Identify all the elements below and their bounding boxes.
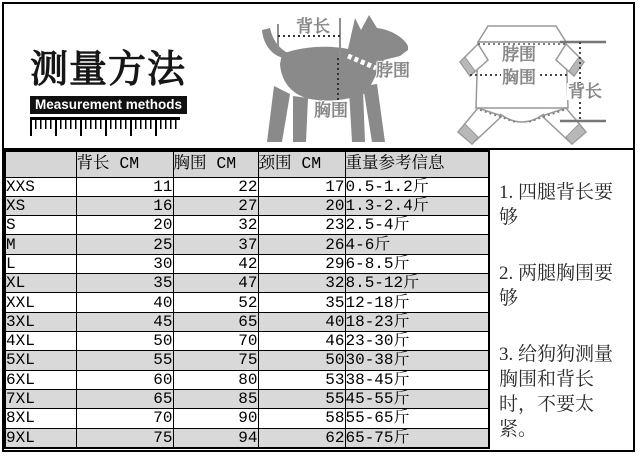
table-row — [5, 351, 489, 370]
cell-neck: 46 — [258, 332, 345, 351]
cell-size: 3XL — [5, 312, 76, 331]
cell-neck: 35 — [258, 293, 345, 312]
header-row — [5, 151, 489, 177]
size-table-header — [5, 151, 489, 177]
cell-size: S — [5, 216, 76, 235]
cell-weight: 6-8.5斤 — [345, 254, 489, 273]
garment-illustration — [456, 24, 637, 148]
cell-weight: 8.5-12斤 — [345, 274, 489, 293]
header-size — [5, 151, 76, 177]
table-row — [5, 389, 489, 408]
cell-size: XL — [5, 274, 76, 293]
cell-size: 9XL — [5, 428, 76, 448]
cell-back: 16 — [76, 196, 173, 215]
cell-chest: 37 — [173, 235, 258, 254]
cell-neck: 62 — [258, 428, 345, 448]
cell-neck: 26 — [258, 235, 345, 254]
cell-size: L — [5, 254, 76, 273]
cell-chest: 85 — [173, 389, 258, 408]
cell-weight: 30-38斤 — [345, 351, 489, 370]
content-section — [4, 150, 633, 450]
cell-back: 50 — [76, 332, 173, 351]
cell-size: 7XL — [5, 389, 76, 408]
cell-back: 30 — [76, 254, 173, 273]
cell-chest: 75 — [173, 351, 258, 370]
cell-back: 40 — [76, 293, 173, 312]
garment-chest-label: 胸围 — [502, 68, 536, 87]
dog-neck-label: 脖围 — [376, 61, 410, 80]
cell-back: 20 — [76, 216, 173, 235]
garment-neck-label: 脖围 — [502, 45, 536, 64]
table-row — [5, 254, 489, 273]
cell-weight: 4-6斤 — [345, 235, 489, 254]
outer-frame — [2, 2, 635, 452]
cell-weight: 45-55斤 — [345, 389, 489, 408]
cell-back: 55 — [76, 351, 173, 370]
cell-weight: 0.5-1.2斤 — [345, 177, 489, 196]
cell-size: 4XL — [5, 332, 76, 351]
cell-chest: 70 — [173, 332, 258, 351]
cell-neck: 23 — [258, 216, 345, 235]
cell-back: 11 — [76, 177, 173, 196]
cell-chest: 22 — [173, 177, 258, 196]
cell-back: 45 — [76, 312, 173, 331]
cell-back: 35 — [76, 274, 173, 293]
table-row — [5, 293, 489, 312]
cell-chest: 94 — [173, 428, 258, 448]
page-title: 测量方法 — [30, 49, 187, 91]
table-row — [5, 370, 489, 389]
cell-size: M — [5, 235, 76, 254]
note-2: 2. 两腿胸围要够 — [499, 263, 614, 309]
cell-weight: 23-30斤 — [345, 332, 489, 351]
cell-size: XXL — [5, 293, 76, 312]
cell-weight: 18-23斤 — [345, 312, 489, 331]
garment-outline-svg — [456, 24, 637, 148]
note-3: 3. 给狗狗测量胸围和背长时，不要太紧。 — [499, 344, 614, 440]
table-row — [5, 196, 489, 215]
cell-neck: 55 — [258, 389, 345, 408]
table-row — [5, 409, 489, 428]
cell-weight: 38-45斤 — [345, 370, 489, 389]
cell-chest: 27 — [173, 196, 258, 215]
table-row — [5, 332, 489, 351]
cell-neck: 58 — [258, 409, 345, 428]
table-row — [5, 274, 489, 293]
header-weight: 重量参考信息 — [345, 151, 489, 177]
cell-neck: 53 — [258, 370, 345, 389]
dog-back-length-label: 背长 — [296, 17, 330, 36]
illustration-section — [4, 4, 633, 150]
cell-back: 25 — [76, 235, 173, 254]
header-chest: 胸围 CM — [173, 151, 258, 177]
cell-neck: 20 — [258, 196, 345, 215]
cell-size: 6XL — [5, 370, 76, 389]
ruler-tall-ticks — [30, 120, 180, 136]
table-row — [5, 312, 489, 331]
cell-size: XS — [5, 196, 76, 215]
cell-back: 75 — [76, 428, 173, 448]
cell-weight: 1.3-2.4斤 — [345, 196, 489, 215]
cell-chest: 80 — [173, 370, 258, 389]
page-subtitle: Measurement methods — [30, 96, 187, 114]
cell-chest: 42 — [173, 254, 258, 273]
cell-chest: 52 — [173, 293, 258, 312]
cell-chest: 90 — [173, 409, 258, 428]
table-row — [5, 428, 489, 448]
size-table-body — [5, 177, 489, 448]
size-table — [4, 150, 490, 449]
cell-neck: 50 — [258, 351, 345, 370]
cell-weight: 12-18斤 — [345, 293, 489, 312]
cell-chest: 47 — [173, 274, 258, 293]
notes-panel — [490, 150, 633, 450]
dog-chest-label: 胸围 — [314, 101, 348, 120]
dog-illustration — [254, 12, 434, 146]
header-neck: 颈围 CM — [258, 151, 345, 177]
cell-neck: 29 — [258, 254, 345, 273]
cell-chest: 32 — [173, 216, 258, 235]
cell-neck: 17 — [258, 177, 345, 196]
cell-size: 8XL — [5, 409, 76, 428]
cell-size: 5XL — [5, 351, 76, 370]
cell-back: 65 — [76, 389, 173, 408]
cell-neck: 40 — [258, 312, 345, 331]
cell-neck: 32 — [258, 274, 345, 293]
garment-back-length-label: 背长 — [568, 82, 602, 101]
cell-chest: 65 — [173, 312, 258, 331]
table-row — [5, 235, 489, 254]
cell-back: 60 — [76, 370, 173, 389]
cell-weight: 65-75斤 — [345, 428, 489, 448]
header-back-length: 背长 CM — [76, 151, 173, 177]
cell-size: XXS — [5, 177, 76, 196]
ruler-icon — [30, 117, 180, 137]
note-1: 1. 四腿背长要够 — [499, 182, 614, 228]
cell-weight: 2.5-4斤 — [345, 216, 489, 235]
cell-weight: 55-65斤 — [345, 409, 489, 428]
table-row — [5, 216, 489, 235]
title-block — [30, 38, 187, 137]
cell-back: 70 — [76, 409, 173, 428]
table-row — [5, 177, 489, 196]
